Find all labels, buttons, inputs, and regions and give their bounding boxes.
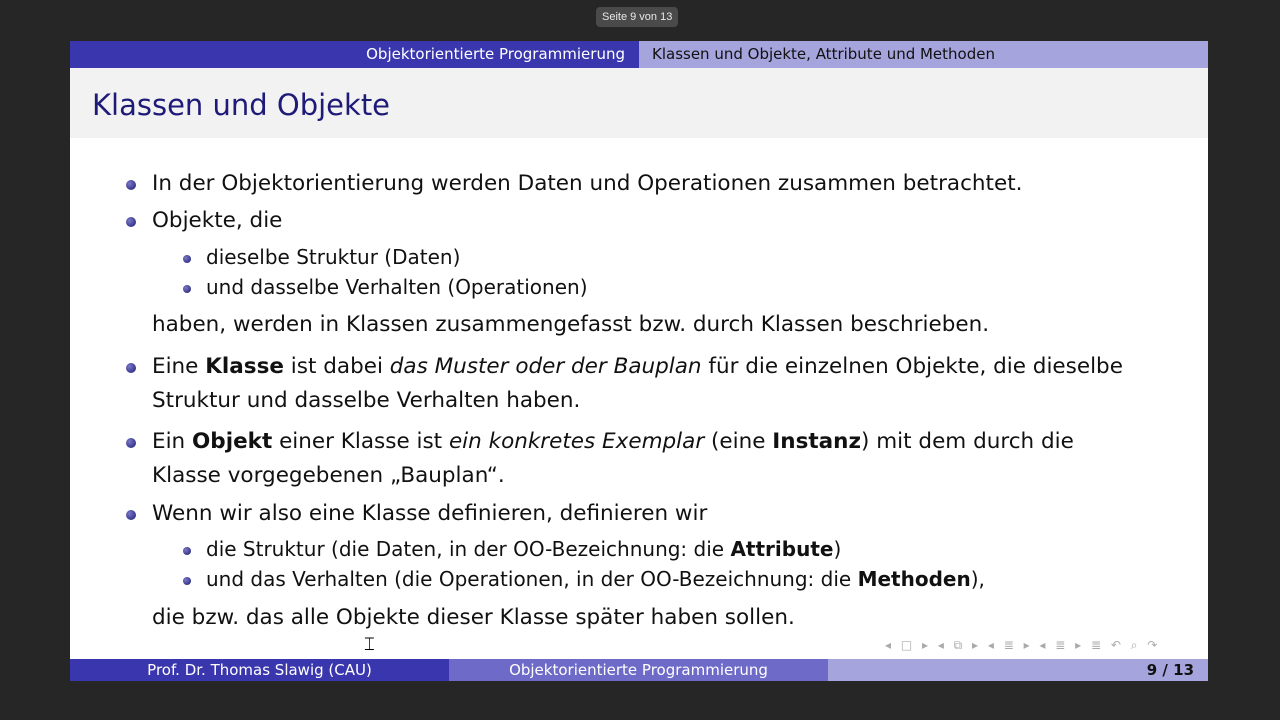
- slide-title: Klassen und Objekte: [92, 88, 391, 122]
- text-line: Objekte, die: [152, 208, 283, 233]
- text-line: [206, 567, 985, 591]
- bold-text: Methoden: [857, 567, 971, 591]
- text-line: [152, 354, 1123, 379]
- beamer-navigation-icons[interactable]: ◂ □ ▸ ◂ ⧉ ▸ ◂ ≣ ▸ ◂ ≣ ▸ ≣ ↶ ⌕ ↷: [885, 638, 1161, 652]
- bold-text: Attribute: [730, 537, 834, 561]
- text: einer Klasse ist: [272, 429, 449, 454]
- sub-bullet-icon: [183, 285, 191, 293]
- title-band: [70, 68, 1208, 138]
- text: ist dabei: [283, 354, 390, 379]
- text-line: Wenn wir also eine Klasse definieren, definieren wir: [152, 501, 708, 526]
- text: ): [833, 537, 842, 561]
- header-subsection[interactable]: Klassen und Objekte, Attribute und Methoden: [639, 41, 1208, 68]
- header-section[interactable]: Objektorientierte Programmierung: [70, 41, 639, 68]
- text-line: und dasselbe Verhalten (Operationen): [206, 275, 588, 299]
- text: Ein: [152, 429, 193, 454]
- bold-text: Objekt: [192, 429, 273, 454]
- text-line: Struktur und dasselbe Verhalten haben.: [152, 388, 581, 413]
- bold-text: Klasse: [205, 354, 284, 379]
- text: und das Verhalten (die Operationen, in der OO-Bezeichnung: die: [206, 567, 858, 591]
- footer-author: Prof. Dr. Thomas Slawig (CAU): [70, 659, 449, 681]
- text-line: Klasse vorgegebenen „Bauplan“.: [152, 463, 505, 488]
- text-line: [206, 537, 841, 561]
- text-line: dieselbe Struktur (Daten): [206, 245, 461, 269]
- bullet-icon: [126, 180, 136, 190]
- footer-course: Objektorientierte Programmierung: [449, 659, 828, 681]
- text-line: In der Objektorientierung werden Daten und Operationen zusammen betrachtet.: [152, 171, 1023, 196]
- text-line: haben, werden in Klassen zusammengefasst bzw. durch Klassen beschrieben.: [152, 312, 990, 337]
- sub-bullet-icon: [183, 577, 191, 585]
- bullet-icon: [126, 438, 136, 448]
- italic-text: ein konkretes Exemplar: [448, 429, 705, 454]
- sub-bullet-icon: [183, 547, 191, 555]
- text: ),: [970, 567, 985, 591]
- italic-text: das Muster oder der Bauplan: [389, 354, 702, 379]
- page-indicator: Seite 9 von 13: [596, 7, 678, 27]
- footer-page-number: 9 / 13: [828, 659, 1208, 681]
- sub-bullet-icon: [183, 255, 191, 263]
- slide: [70, 41, 1208, 681]
- text: ) mit dem durch die: [861, 429, 1074, 454]
- bold-text: Instanz: [772, 429, 862, 454]
- text-line: [152, 429, 1074, 454]
- text: für die einzelnen Objekte, die dieselbe: [701, 354, 1123, 379]
- slide-footer: [70, 659, 1208, 681]
- text-line: die bzw. das alle Objekte dieser Klasse später haben sollen.: [152, 605, 795, 630]
- text: (eine: [704, 429, 773, 454]
- bullet-icon: [126, 363, 136, 373]
- bullet-icon: [126, 510, 136, 520]
- text: die Struktur (die Daten, in der OO-Bezeichnung: die: [206, 537, 731, 561]
- bullet-icon: [126, 217, 136, 227]
- text-cursor-icon: ⌶: [364, 634, 375, 655]
- text: Eine: [152, 354, 206, 379]
- slide-header: [70, 41, 1208, 68]
